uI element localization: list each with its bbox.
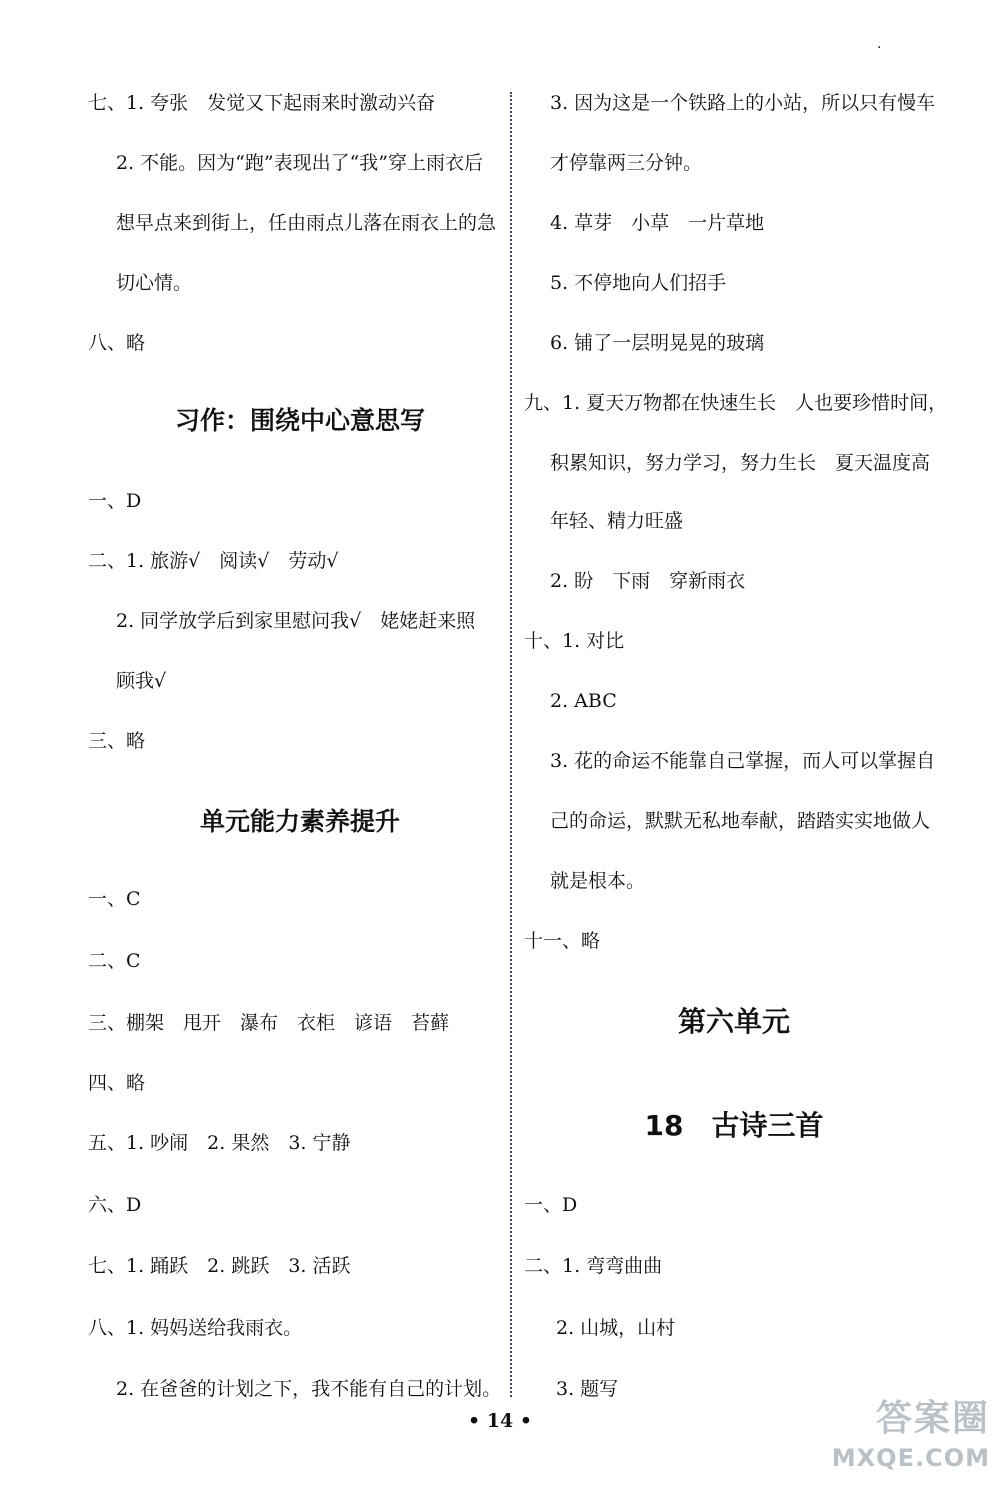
answer-line: 二、C: [88, 950, 141, 972]
answer-line: 3. 题写: [556, 1378, 619, 1400]
answer-line: 2. 同学放学后到家里慰问我√ 姥姥赶来照: [116, 610, 476, 632]
answer-line: 积累知识，努力学习，努力生长 夏天温度高: [550, 452, 931, 474]
answer-line: 2. 在爸爸的计划之下，我不能有自己的计划。: [116, 1378, 502, 1400]
left-column: [0, 0, 502, 1410]
answer-line: 八、1. 妈妈送给我雨衣。: [88, 1317, 303, 1339]
answer-line: 三、略: [88, 730, 146, 752]
answer-line: 二、1. 弯弯曲曲: [524, 1255, 663, 1277]
watermark: [820, 1395, 990, 1485]
answer-line: 切心情。: [116, 272, 193, 294]
right-column: [510, 0, 980, 1410]
answer-line: 2. 不能。因为“跑”表现出了“我”穿上雨衣后: [116, 152, 484, 174]
answer-line: 六、D: [88, 1194, 142, 1216]
answer-line: 一、D: [524, 1194, 578, 1216]
answer-line: 十、1. 对比: [524, 630, 625, 652]
lesson-heading: 18 古诗三首: [644, 1109, 824, 1142]
answer-line: 3. 因为这是一个铁路上的小站，所以只有慢车: [550, 92, 936, 114]
answer-line: 五、1. 吵闹 2. 果然 3. 宁静: [88, 1132, 351, 1154]
answer-line: 2. 山城，山村: [556, 1317, 676, 1339]
answer-line: 三、棚架 甩开 瀑布 衣柜 谚语 苔藓: [88, 1012, 450, 1034]
section-heading: 习作：围绕中心意思写: [174, 406, 425, 435]
answer-line: 年轻、精力旺盛: [550, 510, 684, 532]
corner-mark: ·: [877, 40, 882, 56]
answer-line: 一、D: [88, 490, 142, 512]
answer-line: 6. 铺了一层明晃晃的玻璃: [550, 332, 765, 354]
answer-line: 4. 草芽 小草 一片草地: [550, 212, 765, 234]
answer-line: 一、C: [88, 888, 141, 910]
unit-heading: 第六单元: [677, 1005, 790, 1038]
answer-line: 七、1. 踊跃 2. 跳跃 3. 活跃: [88, 1255, 351, 1277]
answer-line: 十一、略: [524, 930, 601, 952]
answer-line: 2. 盼 下雨 穿新雨衣: [550, 570, 746, 592]
page-number: • 14 •: [468, 1410, 532, 1432]
answer-line: 八、略: [88, 332, 146, 354]
answer-line: 3. 花的命运不能靠自己掌握，而人可以掌握自: [550, 750, 936, 772]
answer-line: 四、略: [88, 1072, 146, 1094]
section-heading: 单元能力素养提升: [199, 807, 400, 836]
answer-line: 七、1. 夸张 发觉又下起雨来时激动兴奋: [88, 92, 436, 114]
answer-line: 想早点来到街上，任由雨点儿落在雨衣上的急: [116, 212, 497, 234]
watermark-logo-text: 答案圈: [875, 1398, 990, 1439]
answer-line: 才停靠两三分钟。: [550, 152, 703, 174]
watermark-domain: MXQE.COM: [831, 1444, 990, 1472]
answer-line: 九、1. 夏天万物都在快速生长 人也要珍惜时间，: [524, 392, 948, 414]
answer-line: 二、1. 旅游√ 阅读√ 劳动√: [88, 550, 339, 572]
answer-line: 己的命运，默默无私地奉献，踏踏实实地做人: [550, 810, 931, 832]
answer-line: 就是根本。: [550, 870, 646, 892]
answer-line: 顾我√: [116, 670, 167, 692]
answer-line: 2. ABC: [550, 690, 617, 712]
answer-line: 5. 不停地向人们招手: [550, 272, 727, 294]
